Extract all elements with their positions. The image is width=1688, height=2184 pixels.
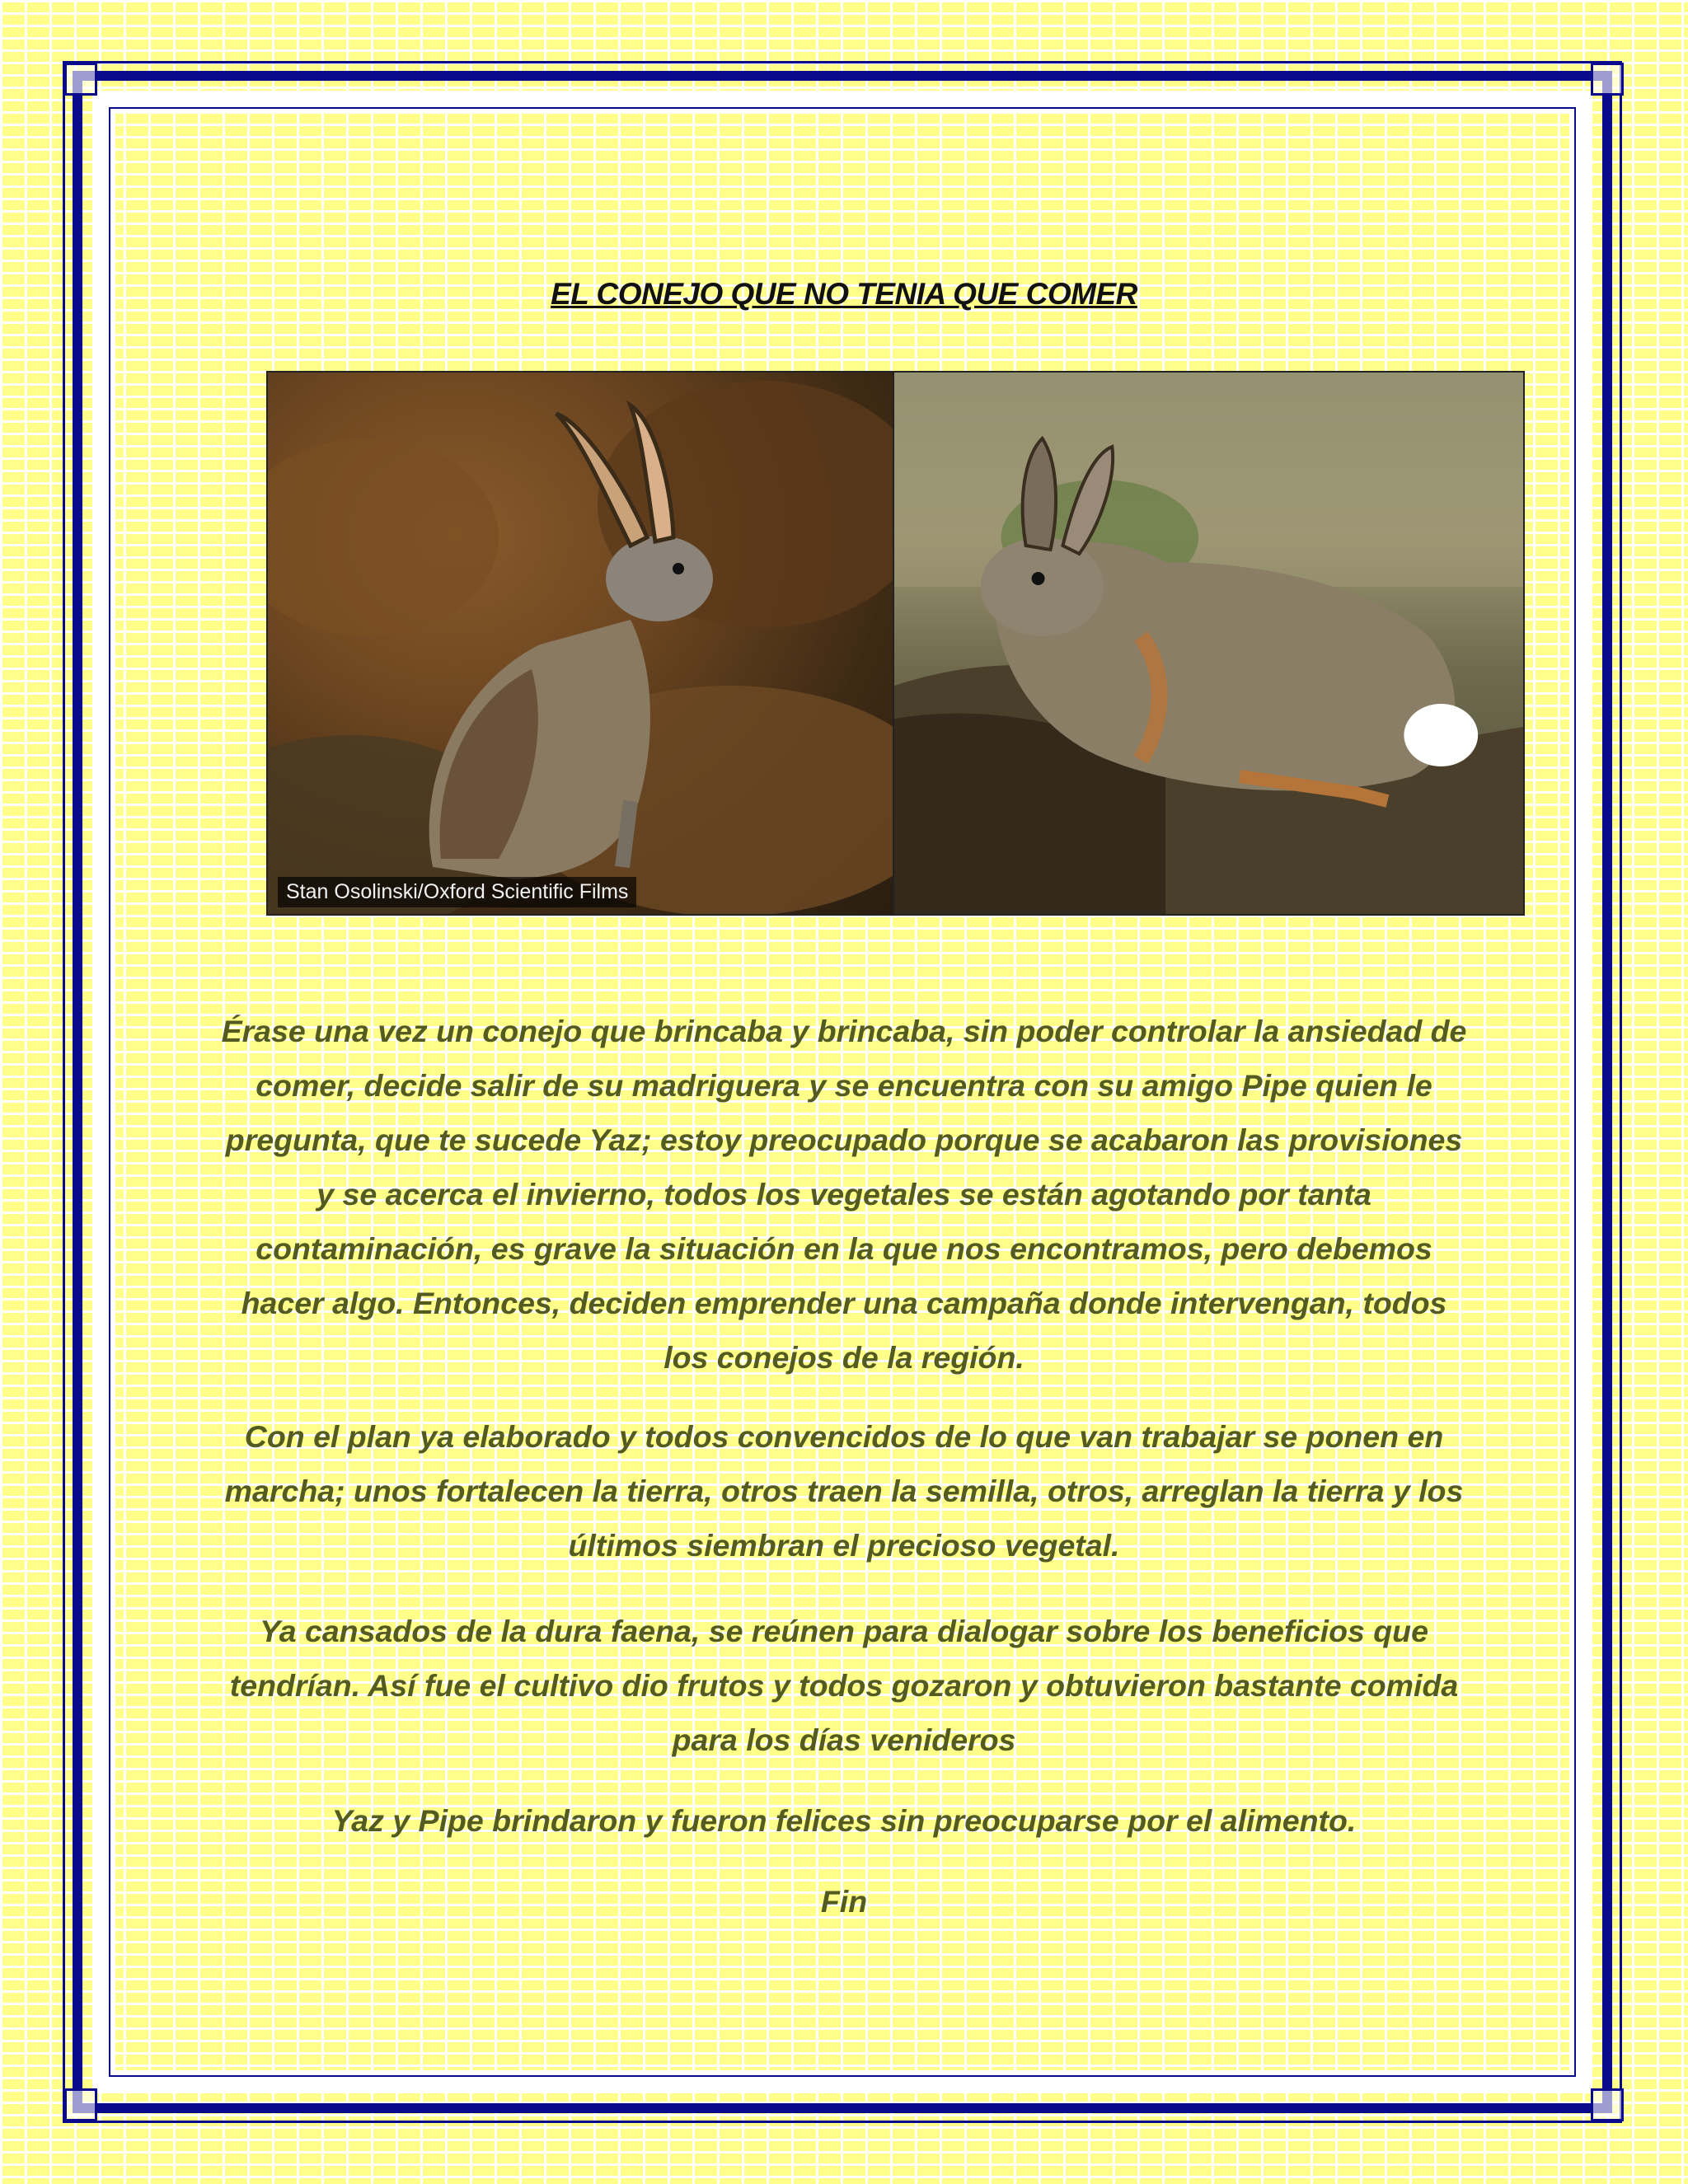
cottontail-illustration (894, 373, 1523, 914)
story-title: EL CONEJO QUE NO TENIA QUE COMER (551, 277, 1137, 311)
border-corner-ornament (1591, 63, 1624, 96)
jackrabbit-photo (268, 373, 894, 914)
story-paragraph-3: Ya cansados de la dura faena, se reúnen para dialogar sobre los beneficios que tendrían. Así fue el cultivo dio frutos y todos gozaron y obtuvieron bastante comida para los días venideros (229, 1614, 1459, 1757)
story-ending: Fin (820, 1884, 868, 1919)
border-corner-ornament (64, 63, 97, 96)
story-paragraph-4: Yaz y Pipe brindaron y fueron felices sin preocuparse por el alimento. (331, 1803, 1357, 1838)
story-paragraph-2: Con el plan ya elaborado y todos convencidos de lo que van trabajar se ponen en marcha; unos fortalecen la tierra, otros traen la semilla, otros, arreglan la tierra y los últimos siembran el precioso vegetal. (224, 1419, 1464, 1563)
border-corner-ornament (1591, 2088, 1624, 2121)
story-paragraph-1: Érase una vez un conejo que brincaba y brincaba, sin poder controlar la ansiedad de comer, decide salir de su madriguera y se encuentra con su amigo Pipe quien le pregunta, que te sucede Yaz; estoy preocupado porque se acabaron las provisiones y se acerca el invierno, todos los vegetales se están agotando por tanta contaminación, es grave la situación en la que nos encontramos, pero debemos hacer algo. Entonces, deciden emprender una campaña donde intervengan, todos los conejos de la región. (221, 1014, 1467, 1375)
photo-credit: Stan Osolinski/Oxford Scientific Films (278, 877, 636, 907)
border-corner-ornament (64, 2088, 97, 2121)
rabbit-photos (266, 371, 1525, 916)
jackrabbit-illustration (268, 373, 893, 914)
cottontail-photo (894, 373, 1523, 914)
